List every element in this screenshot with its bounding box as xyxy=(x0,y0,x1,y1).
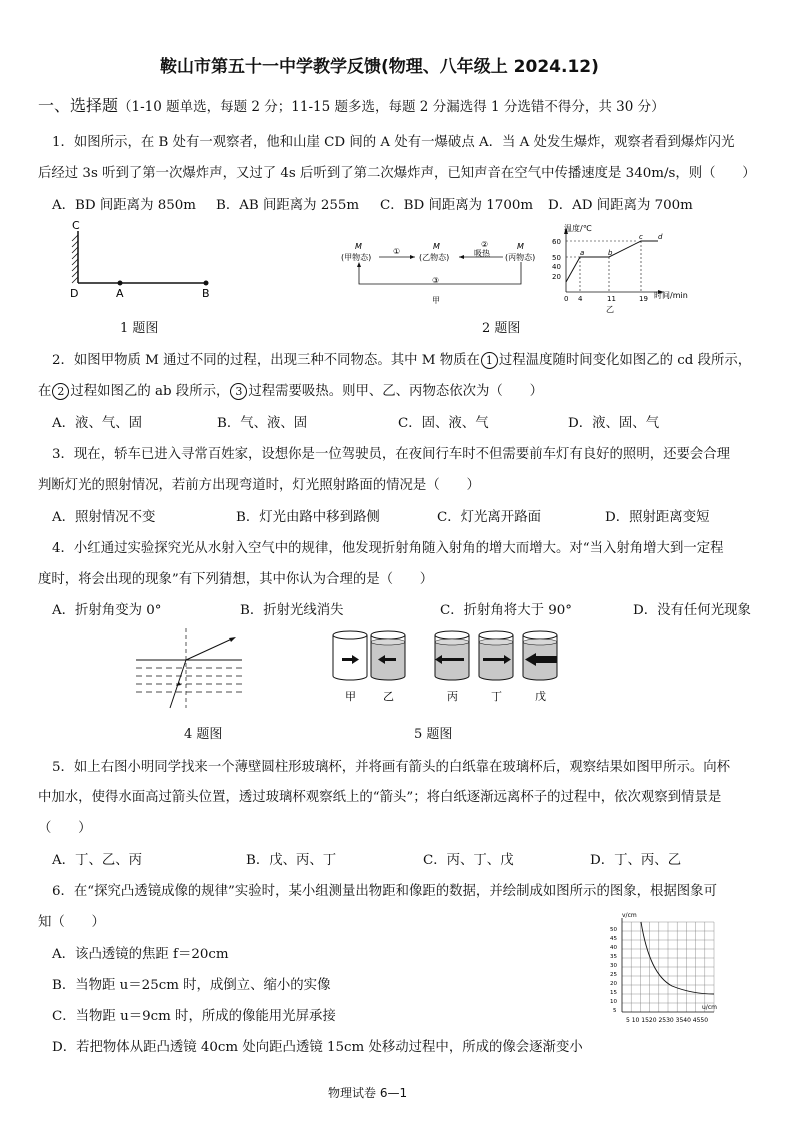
svg-text:a: a xyxy=(580,249,585,257)
q5-line1: 5．如上右图小明同学找来一个薄壁圆柱形玻璃杯，并将画有箭头的白纸靠在玻璃杯后，观察结果如图甲所示。向杯 xyxy=(52,760,731,775)
svg-text:19: 19 xyxy=(639,295,648,303)
label-c: C xyxy=(72,219,80,232)
svg-text:(甲物态): (甲物态) xyxy=(341,253,372,262)
q6-option-d: D．若把物体从距凸透镜 40cm 处向距凸透镜 15cm 处移动过程中，所成的像会逐渐变小 xyxy=(52,1040,583,1055)
figure-6-lens-graph xyxy=(602,908,722,1028)
figure-1-cliff xyxy=(60,215,230,305)
section-note: （1-10 题单选，每题 2 分；11-15 题多选，每题 2 分漏选得 1 分选错不得分，共 30 分） xyxy=(118,99,665,115)
svg-text:5 10 1520 2530 3540 4550: 5 10 1520 2530 3540 4550 xyxy=(626,1017,709,1024)
svg-text:10: 10 xyxy=(610,999,617,1005)
q5-line3: （ ） xyxy=(38,821,92,836)
q4-line1: 4．小红通过实验探究光从水射入空气中的规律，他发现折射角随入射角的增大而增大。对“当入射角增大到一定程 xyxy=(52,541,724,556)
figure-2-jia-states xyxy=(335,238,540,308)
figure-2-caption: 2 题图 xyxy=(482,321,521,336)
svg-text:②: ② xyxy=(481,240,489,249)
figure-2-yi-graph xyxy=(550,222,705,314)
page-title: 鞍山市第五十一中学教学反馈(物理、八年级上 2024.12) xyxy=(160,57,599,77)
svg-text:(丙物态): (丙物态) xyxy=(505,253,536,262)
q6-line1: 6．在“探究凸透镜成像的规律”实验时，某小组测量出物距和像距的数据，并绘制成如图所示的图象，根据图象可 xyxy=(52,884,717,899)
svg-text:0: 0 xyxy=(564,295,569,303)
figure-4-caption: 4 题图 xyxy=(184,727,223,742)
svg-text:20: 20 xyxy=(552,273,561,281)
q2-option-b: B．气、液、固 xyxy=(217,416,308,431)
q5-line2: 中加水，使得水面高过箭头位置，透过玻璃杯观察纸上的“箭头”；将白纸逐渐远离杯子的过程中，依次观察到情景是 xyxy=(38,790,722,805)
svg-text:50: 50 xyxy=(552,254,561,262)
svg-text:乙: 乙 xyxy=(383,690,394,703)
q3-option-c: C．灯光离开路面 xyxy=(437,510,541,525)
svg-text:v/cm: v/cm xyxy=(622,912,637,919)
q4-option-d: D．没有任何光现象 xyxy=(633,603,751,618)
q6-option-c: C．当物距 u＝9cm 时，所成的像能用光屏承接 xyxy=(52,1009,336,1024)
q2-line1: 2．如图甲物质 M 通过不同的过程，出现三种不同物态。其中 M 物质在 1 过程温度随时间变化如图乙的 cd 段所示， xyxy=(52,353,752,368)
q1-option-c: C．BD 间距离为 1700m xyxy=(380,198,534,213)
svg-text:u/cm: u/cm xyxy=(702,1004,717,1011)
q4-option-c: C．折射角将大于 90° xyxy=(440,603,572,618)
q4-line2: 度时，将会出现的现象”有下列猜想，其中你认为合理的是（ ） xyxy=(38,572,434,587)
svg-text:25: 25 xyxy=(610,972,617,978)
figure-5-caption: 5 题图 xyxy=(414,727,453,742)
q6-line2: 知（ ） xyxy=(38,915,105,930)
q1-option-b: B．AB 间距离为 255m xyxy=(216,198,360,213)
q2-option-a: A．液、气、固 xyxy=(52,416,143,431)
section-heading xyxy=(38,93,665,116)
svg-text:30: 30 xyxy=(610,963,617,969)
svg-text:11: 11 xyxy=(607,295,616,303)
svg-text:b: b xyxy=(608,249,613,257)
svg-text:c: c xyxy=(639,233,643,241)
svg-text:5: 5 xyxy=(613,1008,617,1014)
svg-text:M: M xyxy=(433,242,440,251)
q3-option-d: D．照射距离变短 xyxy=(605,510,710,525)
q5-option-b: B．戊、丙、丁 xyxy=(246,853,337,868)
svg-text:45: 45 xyxy=(610,936,617,942)
q3-option-b: B．灯光由路中移到路侧 xyxy=(236,510,380,525)
q4-option-a: A．折射角变为 0° xyxy=(52,603,162,618)
q2-option-c: C．固、液、气 xyxy=(398,416,489,431)
figure-4-refraction xyxy=(132,624,252,714)
page-footer: 物理试卷 6—1 xyxy=(328,1086,408,1100)
figure-1-caption: 1 题图 xyxy=(120,321,159,336)
svg-text:40: 40 xyxy=(552,263,561,271)
section-label: 一、选择题 xyxy=(38,96,119,115)
svg-text:40: 40 xyxy=(610,945,617,951)
svg-text:(乙物态): (乙物态) xyxy=(419,253,450,262)
svg-text:丁: 丁 xyxy=(491,690,502,703)
svg-text:4: 4 xyxy=(578,295,583,303)
svg-text:M: M xyxy=(355,242,362,251)
svg-text:乙: 乙 xyxy=(606,305,614,314)
svg-text:时间/min: 时间/min xyxy=(654,291,688,300)
q1-option-d: D．AD 间距离为 700m xyxy=(548,198,693,213)
q3-line2: 判断灯光的照射情况，若前方出现弯道时，灯光照射路面的情况是（ ） xyxy=(38,478,480,493)
svg-text:M: M xyxy=(517,242,524,251)
svg-text:d: d xyxy=(658,233,663,241)
label-d: D xyxy=(70,287,79,300)
q1-option-a: A．BD 间距离为 850m xyxy=(52,198,196,213)
svg-text:20: 20 xyxy=(610,981,617,987)
q2-option-d: D．液、固、气 xyxy=(568,416,660,431)
svg-text:温度/℃: 温度/℃ xyxy=(564,224,592,233)
q4-option-b: B．折射光线消失 xyxy=(240,603,344,618)
label-a: A xyxy=(116,287,124,300)
svg-text:35: 35 xyxy=(610,954,617,960)
q2-line2: 在 2 过程如图乙的 ab 段所示， 3 过程需要吸热。则甲、乙、丙物态依次为（ ） xyxy=(38,384,543,399)
svg-text:甲: 甲 xyxy=(345,690,356,703)
svg-text:吸热: 吸热 xyxy=(474,249,490,258)
label-b: B xyxy=(202,287,210,300)
q5-option-a: A．丁、乙、丙 xyxy=(52,853,143,868)
svg-text:15: 15 xyxy=(610,990,617,996)
svg-text:丙: 丙 xyxy=(447,690,458,703)
q3-line1: 3．现在，轿车已进入寻常百姓家，设想你是一位驾驶员，在夜间行车时不但需要前车灯有良好的照明，还要会合理 xyxy=(52,447,731,462)
svg-text:50: 50 xyxy=(610,927,617,933)
svg-text:戊: 戊 xyxy=(535,690,546,703)
figure-5-glass-cups xyxy=(325,628,570,708)
q3-option-a: A．照射情况不变 xyxy=(52,510,156,525)
svg-text:③: ③ xyxy=(432,276,440,285)
svg-text:60: 60 xyxy=(552,238,561,246)
q5-option-d: D．丁、丙、乙 xyxy=(590,853,682,868)
q5-option-c: C．丙、丁、戊 xyxy=(423,853,514,868)
svg-text:甲: 甲 xyxy=(432,296,440,305)
q6-option-b: B．当物距 u＝25cm 时，成倒立、缩小的实像 xyxy=(52,978,331,993)
q1-line1: 1．如图所示，在 B 处有一观察者，他和山崖 CD 间的 A 处有一爆破点 A．当 A 处发生爆炸，观察者看到爆炸闪光 xyxy=(52,135,735,150)
svg-text:①: ① xyxy=(393,247,401,256)
q1-line2: 后经过 3s 听到了第一次爆炸声，又过了 4s 后听到了第二次爆炸声，已知声音在空气中传播速度是 340m/s，则（ ） xyxy=(38,166,756,181)
q6-option-a: A．该凸透镜的焦距 f＝20cm xyxy=(52,947,229,962)
